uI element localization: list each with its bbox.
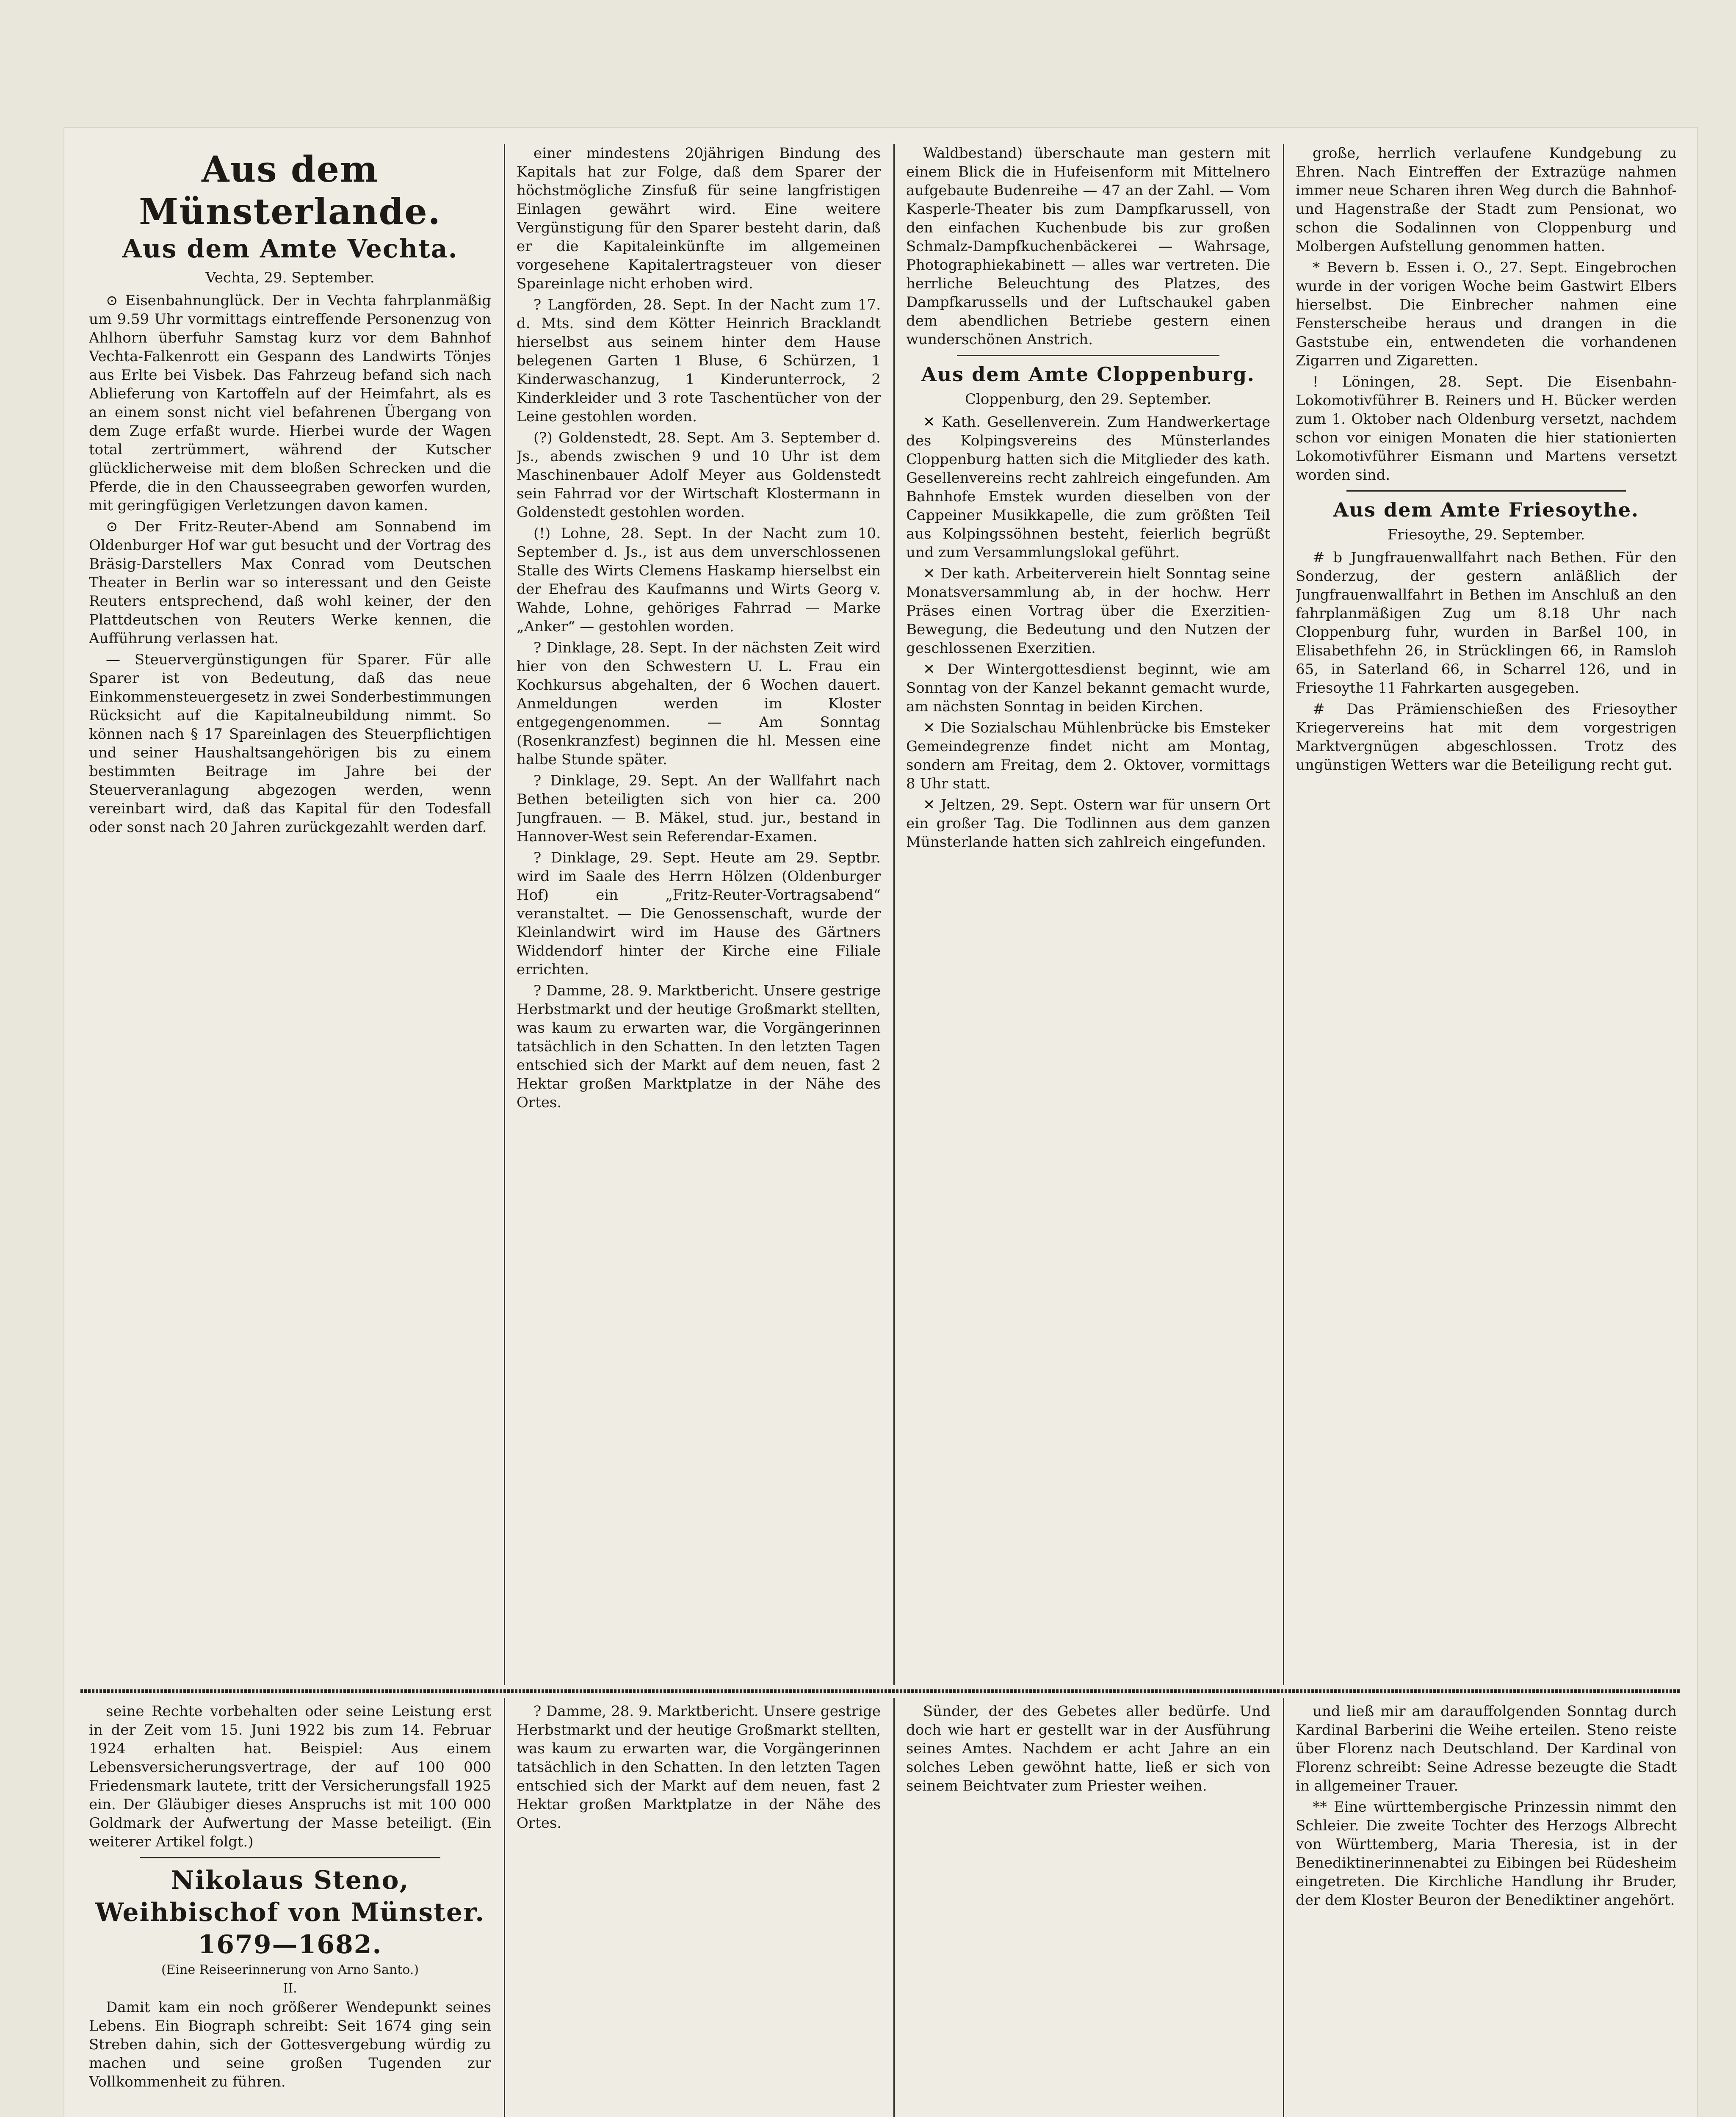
article-paragraph: (!) Lohne, 28. Sept. In der Nacht zum 10. September d. Js., ist aus dem unverschlossenen Stalle des Wirts Clemens Haskamp hierselbst ein der Ehefrau des Kaufmanns und Wirts Georg v. Wahde, Lohne, gehöriges Fahrrad — Marke „Anker“ — gestohlen worden. bbox=[517, 525, 881, 635]
article-paragraph: ! Löningen, 28. Sept. Die Eisenbahn-Lokomotivführer B. Reiners und H. Bücker werden zum 1. Oktober nach Oldenburg versetzt, nachdem schon vor einigen Monaten die hier stationierten Lokomotivführer Eismann und Martens versetzt worden sind. bbox=[1296, 373, 1677, 484]
column-2-bottom bbox=[517, 1702, 881, 2117]
article-separator bbox=[957, 355, 1219, 356]
article-separator bbox=[140, 1857, 440, 1858]
article-paragraph: ? Dinklage, 29. Sept. An der Wallfahrt nach Bethen beteiligten sich von hier ca. 200 Jungfrauen. — B. Mäkel, stud. jur., bestand in Hannover-West sein Referendar-Examen. bbox=[517, 772, 881, 845]
article-paragraph: ✕ Kath. Gesellenverein. Zum Handwerkertage des Kolpingsvereins des Münsterlandes Cloppenburg hatten sich die Mitglieder des kath. Gesellenvereins recht zahlreich eingefunden. Am Bahnhofe Emstek wurden dieselben von der Cappeiner Musikkapelle, die zum größten Teil aus Kolpingssöhnen besteht, feierlich begrüßt und zum Versammlungslokal geführt. bbox=[906, 414, 1270, 561]
article-paragraph: ? Damme, 28. 9. Marktbericht. Unsere gestrige Herbstmarkt und der heutige Großmarkt stellten, was kaum zu erwarten war, die Vorgängerinnen tatsächlich in den Schatten. In den letzten Tagen entschied sich der Markt auf dem neuen, fast 2 Hektar großen Marktplatze in der Nähe des Ortes. bbox=[517, 982, 881, 1111]
dateline: Vechta, 29. September. bbox=[205, 269, 375, 286]
article-paragraph: ⊙ Der Fritz-Reuter-Abend am Sonnabend im Oldenburger Hof war gut besucht und der Vortrag des Bräsig-Darstellers Max Conrad vom Deutschen Theater in Berlin war so interessant und den Geiste Reuters entsprechend, daß wohl keiner, der den Plattdeutschen von Reuters Werke kennen, die Aufführung verlassen hat. bbox=[89, 518, 491, 647]
section-divider bbox=[80, 1689, 1681, 1693]
article-paragraph: einer mindestens 20jährigen Bindung des Kapitals hat zur Folge, daß dem Sparer der höchstmögliche Zinsfuß für seine langfristigen Einlagen gewährt wird. Eine weitere Vergünstigung für den Sparer besteht darin, daß er die Kapitaleinkünfte im allgemeinen vorgesehene Kapitalertragsteuer von dieser Spareinlage nicht erhoben wird. bbox=[517, 145, 881, 292]
column-rule bbox=[504, 1698, 505, 2117]
article-paragraph: (?) Goldenstedt, 28. Sept. Am 3. September d. Js., abends zwischen 9 und 10 Uhr ist dem Maschinenbauer Adolf Meyer aus Goldenstedt sein Fahrrad vor der Wirtschaft Klostermann in Goldenstedt gestohlen worden. bbox=[517, 429, 881, 521]
section-subtitle: Aus dem Amte Vechta. bbox=[122, 234, 458, 264]
section-title: Aus dem Amte Friesoythe. bbox=[1333, 498, 1639, 521]
article-paragraph: # b Jungfrauenwallfahrt nach Bethen. Für den Sonderzug, der gestern anläßlich der Jungfrauenwallfahrt in Bethen im Anschluß an den fahrplanmäßigen Zug um 8.18 Uhr nach Cloppenburg fuhr, wurden in Barßel 100, in Elisabethfehn 26, in Strücklingen 66, in Ramsloh 65, in Saterland 66, in Scharrel 126, und in Friesoythe 11 Fahrkarten ausgegeben. bbox=[1296, 549, 1677, 696]
article-paragraph: ⊙ Eisenbahnunglück. Der in Vechta fahrplanmäßig um 9.59 Uhr vormittags eintreffende Personenzug von Ahlhorn überfuhr Samstag kurz vor dem Bahnhof Vechta-Falkenrott ein Gespann des Landwirts Tönjes aus Erlte bei Visbek. Das Fahrzeug befand sich nach Ablieferung von Kartoffeln auf der Heimfahrt, als es an einem sonst nicht viel befahrenen Übergang von dem Zuge erfaßt wurde. Hierbei wurde der Wagen total zertrümmert, während der Kutscher glücklicherweise mit dem bloßen Schrecken und die Pferde, die in den Chausseegraben geworfen wurden, mit geringfügigen Verletzungen davon kamen. bbox=[89, 292, 491, 514]
article-paragraph: ? Dinklage, 29. Sept. Heute am 29. Septbr. wird im Saale des Herrn Hölzen (Oldenburger Hof) ein „Fritz-Reuter-Vortragsabend“ veranstaltet. — Die Genossenschaft, wurde der Kleinlandwirt wird im Hause des Gärtners Widdendorf hinter der Kirche eine Filiale errichten. bbox=[517, 849, 881, 978]
newspaper-page bbox=[64, 127, 1698, 2117]
article-paragraph: Waldbestand) überschaute man gestern mit einem Blick die in Hufeisenform mit Mittelnero aufgebaute Budenreihe — 47 an der Zahl. — Vom Kasperle-Theater bis zum Dampfkarussell, von den einfachen Kuchenbude bis zur großen Schmalz-Dampfkuchenbäckerei — Wahrsage, Photographiekabinett — alles war vertreten. Die herrliche Beleuchtung des Platzes, des Dampfkarussells und der Luftschaukel gaben dem abendlichen Betriebe gestern einen wunderschönen Anstrich. bbox=[906, 145, 1270, 348]
section-title: Aus dem Amte Cloppenburg. bbox=[921, 363, 1255, 386]
column-1 bbox=[89, 140, 491, 1681]
column-4 bbox=[1296, 144, 1677, 1681]
article-paragraph: ✕ Der kath. Arbeiterverein hielt Sonntag seine Monatsversammlung ab, in der hochw. Herr Präses einen Vortrag über die Exerzitien-Bewegung, die Bedeutung und den Nutzen der geschlossenen Exerzitien. bbox=[906, 565, 1270, 657]
article-separator bbox=[1346, 490, 1626, 492]
column-4-bottom bbox=[1296, 1702, 1677, 2117]
article-paragraph: # Das Prämienschießen des Friesoyther Kriegervereins hat mit dem vorgestrigen Marktvergnügen abgeschlossen. Trotz des ungünstigen Wetters war die Beteiligung recht gut. bbox=[1296, 701, 1677, 774]
column-rule bbox=[893, 1698, 895, 2117]
dateline: Cloppenburg, den 29. September. bbox=[965, 391, 1212, 408]
article-paragraph: ? Damme, 28. 9. Marktbericht. Unsere gestrige Herbstmarkt und der heutige Großmarkt stellten, was kaum zu erwarten war, die Vorgängerinnen tatsächlich in den Schatten. In den letzten Tagen entschied sich der Markt auf dem neuen, fast 2 Hektar großen Marktplatze in der Nähe des Ortes. bbox=[517, 1703, 881, 1832]
article-paragraph: — Steuervergünstigungen für Sparer. Für alle Sparer ist von Bedeutung, daß das neue Einkommensteuergesetz in zwei Sonderbestimmungen Rücksicht auf die Kapitalneubildung nimmt. So können nach § 17 Spareinlagen des Steuerpflichtigen und seiner Haushaltsangehörigen bis zu einem bestimmten Beitrage im Jahre bei der Steuerveranlagung abgezogen werden, wenn vereinbart wird, daß das Kapital für den Todesfall oder sonst nach 20 Jahren zurückgezahlt werden darf. bbox=[89, 651, 491, 836]
article-part-number: II. bbox=[283, 1981, 297, 1996]
column-rule bbox=[504, 144, 505, 1685]
article-paragraph: große, herrlich verlaufene Kundgebung zu Ehren. Nach Eintreffen der Extrazüge nahmen immer neue Scharen ihren Weg durch die Bahnhof- und Hagenstraße der Stadt zum Pensionat, wo schon die Sodalinnen von Cloppenburg und Molbergen Aufstellung genommen hatten. bbox=[1296, 145, 1677, 255]
article-paragraph: Sünder, der des Gebetes aller bedürfe. Und doch wie hart er gestellt war in der Ausführung seines Amtes. Nachdem er acht Jahre an ein solches Leben gewöhnt hatte, ließ er sich von seinem Beichtvater zum Priester weihen. bbox=[906, 1703, 1270, 1794]
dateline: Friesoythe, 29. September. bbox=[1387, 526, 1585, 543]
article-paragraph: seine Rechte vorbehalten oder seine Leistung erst in der Zeit vom 15. Juni 1922 bis zum 14. Februar 1924 erhalten hat. Beispiel: Aus einem Lebensversicherungsvertrage, der auf 100 000 Friedensmark lautete, tritt der Versicherungsfall 1925 ein. Der Gläubiger dieses Anspruchs ist mit 100 000 Goldmark der Aufwertung der Masse beteiligt. (Ein weiterer Artikel folgt.) bbox=[89, 1703, 491, 1850]
section-title: Aus dem Münsterlande. bbox=[139, 148, 441, 232]
article-paragraph: ? Langförden, 28. Sept. In der Nacht zum 17. d. Mts. sind dem Kötter Heinrich Bracklandt hierselbst aus seinem hinter dem Hause belegenen Garten 1 Bluse, 6 Schürzen, 1 Kinderwaschanzug, 1 Kinderunterrock, 2 Kinderkleider und 3 rote Taschentücher von der Leine gestohlen worden. bbox=[517, 296, 881, 425]
article-byline: (Eine Reiseerinnerung von Arno Santo.) bbox=[161, 1962, 419, 1977]
column-3-bottom bbox=[906, 1702, 1270, 2117]
column-rule bbox=[1283, 1698, 1284, 2117]
column-2 bbox=[517, 144, 881, 1681]
article-paragraph: ✕ Die Sozialschau Mühlenbrücke bis Emsteker Gemeindegrenze findet nicht am Montag, sondern am Freitag, dem 2. Oktover, vormittags 8 Uhr statt. bbox=[906, 719, 1270, 792]
article-paragraph: ? Dinklage, 28. Sept. In der nächsten Zeit wird hier von den Schwestern U. L. Frau ein Kochkursus abgehalten, der 6 Wochen dauert. Anmeldungen werden im Kloster entgegengenommen. — Am Sonntag (Rosenkranzfest) beginnen die hl. Messen eine halbe Stunde später. bbox=[517, 639, 881, 768]
column-rule bbox=[893, 144, 895, 1685]
column-1-bottom bbox=[89, 1702, 491, 2117]
column-3 bbox=[906, 144, 1270, 1681]
article-paragraph: ** Eine württembergische Prinzessin nimmt den Schleier. Die zweite Tochter des Herzogs Albrecht von Württemberg, Maria Theresia, ist in der Benediktinerinnenabtei zu Eibingen bei Rüdesheim eingetreten. Die Kirchliche Handlung ihr Bruder, der dem Kloster Beuron der Benediktiner angehört. bbox=[1296, 1799, 1677, 1909]
article-paragraph: ✕ Jeltzen, 29. Sept. Ostern war für unsern Ort ein großer Tag. Die Todlinnen aus dem ganzen Münsterlande hatten sich zahlreich eingefunden. bbox=[906, 796, 1270, 851]
article-paragraph: ✕ Der Wintergottesdienst beginnt, wie am Sonntag von der Kanzel bekannt gemacht wurde, am nächsten Sonntag in beiden Kirchen. bbox=[906, 661, 1270, 715]
article-paragraph: und ließ mir am darauffolgenden Sonntag durch Kardinal Barberini die Weihe erteilen. Steno reiste über Florenz nach Deutschland. Der Kardinal von Florenz schreibt: Seine Adresse bezeugte die Stadt in allgemeiner Trauer. bbox=[1296, 1703, 1677, 1794]
column-rule bbox=[1283, 144, 1284, 1685]
article-paragraph: Damit kam ein noch größerer Wendepunkt seines Lebens. Ein Biograph schreibt: Seit 1674 ging sein Streben dahin, sich der Gottesvergebung würdig zu machen und seine großen Tugenden zur Vollkommenheit zu führen. bbox=[89, 1999, 491, 2090]
article-title: Nikolaus Steno, Weihbischof von Münster. 1679—1682. bbox=[95, 1866, 485, 1959]
article-paragraph: * Bevern b. Essen i. O., 27. Sept. Eingebrochen wurde in der vorigen Woche beim Gastwirt Elbers hierselbst. Die Einbrecher nahmen eine Fensterscheibe heraus und drangen in die Gaststube ein, entwendeten die vorhandenen Zigarren und Zigaretten. bbox=[1296, 259, 1677, 369]
